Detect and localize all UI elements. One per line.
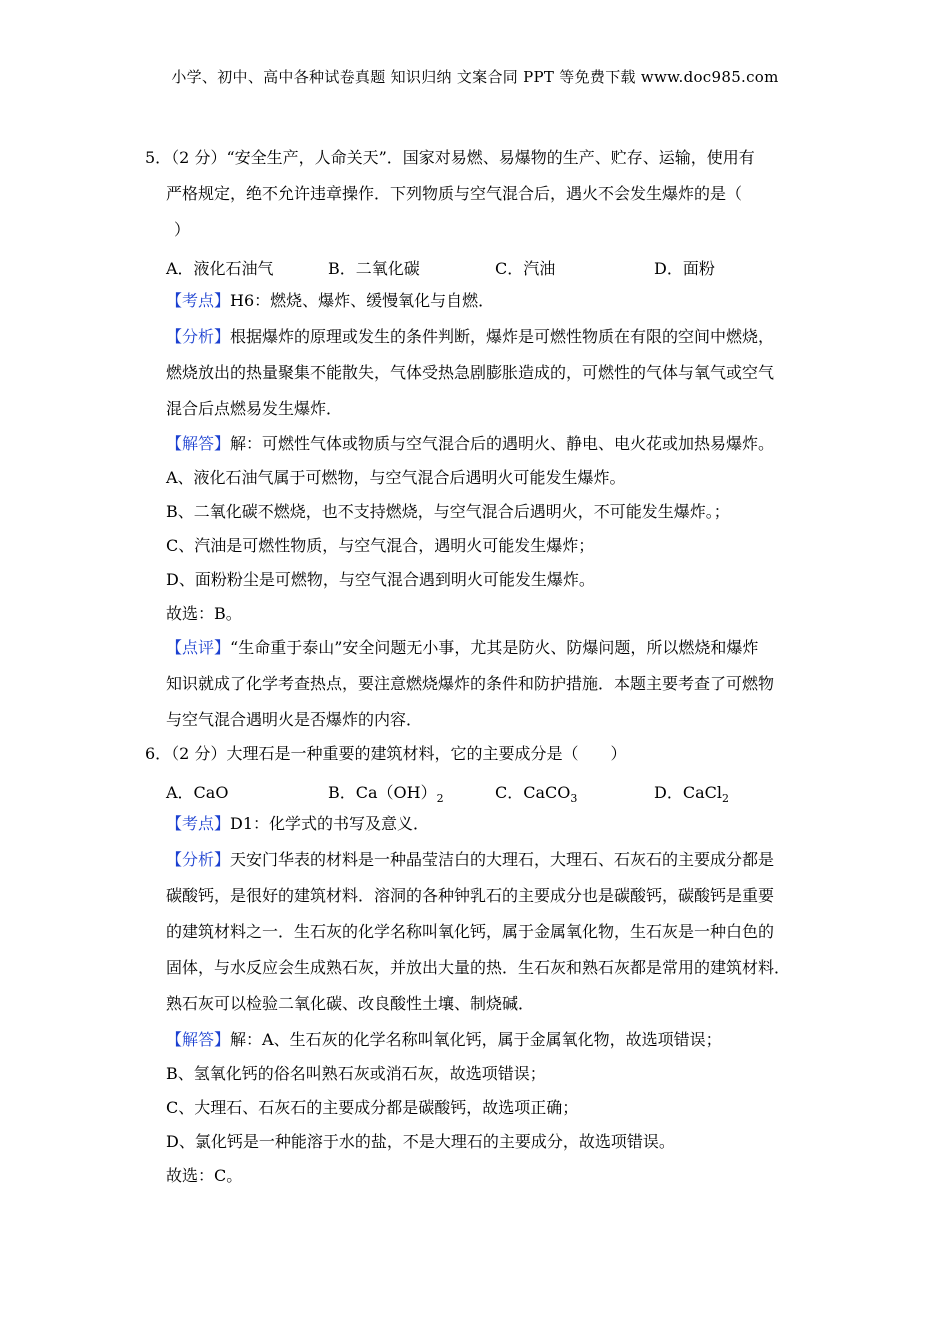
q6-option-d [654, 780, 729, 803]
q5-jieda-line1 [166, 434, 816, 454]
q6-option-b-sub: 2 [436, 792, 444, 805]
q6-fenxi-line4: 固体，与水反应会生成熟石灰，并放出大量的热．生石灰和熟石灰都是常用的建筑材料． [166, 958, 791, 977]
q5-fenxi-text1: 根据爆炸的原理或发生的条件判断，爆炸是可燃性物质在有限的空间中燃烧， [230, 327, 775, 346]
q5-jieda-text1: 解：可燃性气体或物质与空气混合后的遇明火、静电、电火花或加热易爆炸。 [230, 434, 775, 453]
q6-option-d-text: D．CaCl [654, 783, 722, 802]
q5-option-a: A．液化石油气 [166, 259, 274, 278]
q6-option-b-text: B．Ca（OH） [328, 783, 437, 802]
q5-kaodian [166, 291, 816, 311]
q5-stem-line1: 5．（2 分）“安全生产，人命关天”．国家对易燃、易爆物的生产、贮存、运输，使用有 [145, 148, 755, 167]
q6-option-c [495, 780, 577, 803]
q6-kaodian [166, 814, 816, 834]
q6-option-a: A．CaO [166, 783, 229, 802]
q6-jieda-tag: 【解答】 [166, 1030, 231, 1049]
q6-fenxi-line2: 碳酸钙，是很好的建筑材料．溶洞的各种钟乳石的主要成分也是碳酸钙，碳酸钙是重要 [166, 886, 775, 905]
q6-stem-line1: 6．（2 分）大理石是一种重要的建筑材料，它的主要成分是（ ） [145, 744, 627, 763]
q6-fenxi-line5: 熟石灰可以检验二氧化碳、改良酸性土壤、制烧碱． [166, 994, 535, 1013]
q5-dianping-line1 [166, 638, 816, 658]
q6-jieda-line1 [166, 1030, 816, 1050]
q5-jieda-line4: C、汽油是可燃性物质，与空气混合，遇明火可能发生爆炸； [166, 536, 595, 555]
q6-jieda-line2: B、氢氧化钙的俗名叫熟石灰或消石灰，故选项错误； [166, 1064, 546, 1083]
q6-jieda-text1: 解：A、生石灰的化学名称叫氧化钙，属于金属氧化物，故选项错误； [230, 1030, 722, 1049]
page-header: 小学、初中、高中各种试卷真题 知识归纳 文案合同 PPT 等免费下载 www.doc985.com [171, 68, 779, 86]
q6-jieda-line4: D、氯化钙是一种能溶于水的盐，不是大理石的主要成分，故选项错误。 [166, 1132, 675, 1151]
q6-jieda-line3: C、大理石、石灰石的主要成分都是碳酸钙，故选项正确； [166, 1098, 579, 1117]
q5-kaodian-text: H6：燃烧、爆炸、缓慢氧化与自燃． [230, 291, 495, 310]
q5-jieda-line3: B、二氧化碳不燃烧，也不支持燃烧，与空气混合后遇明火，不可能发生爆炸。； [166, 502, 730, 521]
q6-kaodian-tag: 【考点】 [166, 814, 231, 833]
q5-jieda-line5: D、面粉粉尘是可燃物，与空气混合遇到明火可能发生爆炸。 [166, 570, 595, 589]
q6-fenxi-tag: 【分析】 [166, 850, 231, 869]
q5-option-c: C．汽油 [495, 259, 556, 278]
q5-dianping-text1: “生命重于泰山”安全问题无小事，尤其是防火、防爆问题，所以燃烧和爆炸 [230, 638, 759, 657]
q5-fenxi-line3: 混合后点燃易发生爆炸． [166, 399, 343, 418]
q6-option-c-text: C．CaCO [495, 783, 571, 802]
q6-fenxi-line3: 的建筑材料之一．生石灰的化学名称叫氧化钙，属于金属氧化物，生石灰是一种白色的 [166, 922, 775, 941]
q5-option-b: B．二氧化碳 [328, 259, 420, 278]
q5-fenxi-line1 [166, 327, 816, 347]
q5-dianping-tag: 【点评】 [166, 638, 231, 657]
q5-jieda-tag: 【解答】 [166, 434, 231, 453]
q5-fenxi-line2: 燃烧放出的热量聚集不能散失，气体受热急剧膨胀造成的，可燃性的气体与氧气或空气 [166, 363, 775, 382]
q6-option-c-sub: 3 [570, 792, 578, 805]
q6-fenxi-text1: 天安门华表的材料是一种晶莹洁白的大理石，大理石、石灰石的主要成分都是 [230, 850, 775, 869]
q5-dianping-line2: 知识就成了化学考查热点，要注意燃烧爆炸的条件和防护措施．本题主要考查了可燃物 [166, 674, 775, 693]
q5-option-d: D．面粉 [654, 259, 715, 278]
q6-jieda-line5: 故选：C。 [166, 1166, 243, 1185]
q5-stem-line3: ） [174, 220, 191, 239]
q6-kaodian-text: D1：化学式的书写及意义． [230, 814, 430, 833]
q6-option-d-sub: 2 [721, 792, 729, 805]
q5-stem-line2: 严格规定，绝不允许违章操作．下列物质与空气混合后，遇火不会发生爆炸的是（ [166, 184, 743, 203]
q5-jieda-line6: 故选：B。 [166, 604, 242, 623]
q6-option-b [328, 780, 444, 803]
q5-fenxi-tag: 【分析】 [166, 327, 231, 346]
q5-jieda-line2: A、液化石油气属于可燃物，与空气混合后遇明火可能发生爆炸。 [166, 468, 626, 487]
q5-dianping-line3: 与空气混合遇明火是否爆炸的内容． [166, 710, 423, 729]
q5-kaodian-tag: 【考点】 [166, 291, 231, 310]
q6-fenxi-line1 [166, 850, 816, 870]
